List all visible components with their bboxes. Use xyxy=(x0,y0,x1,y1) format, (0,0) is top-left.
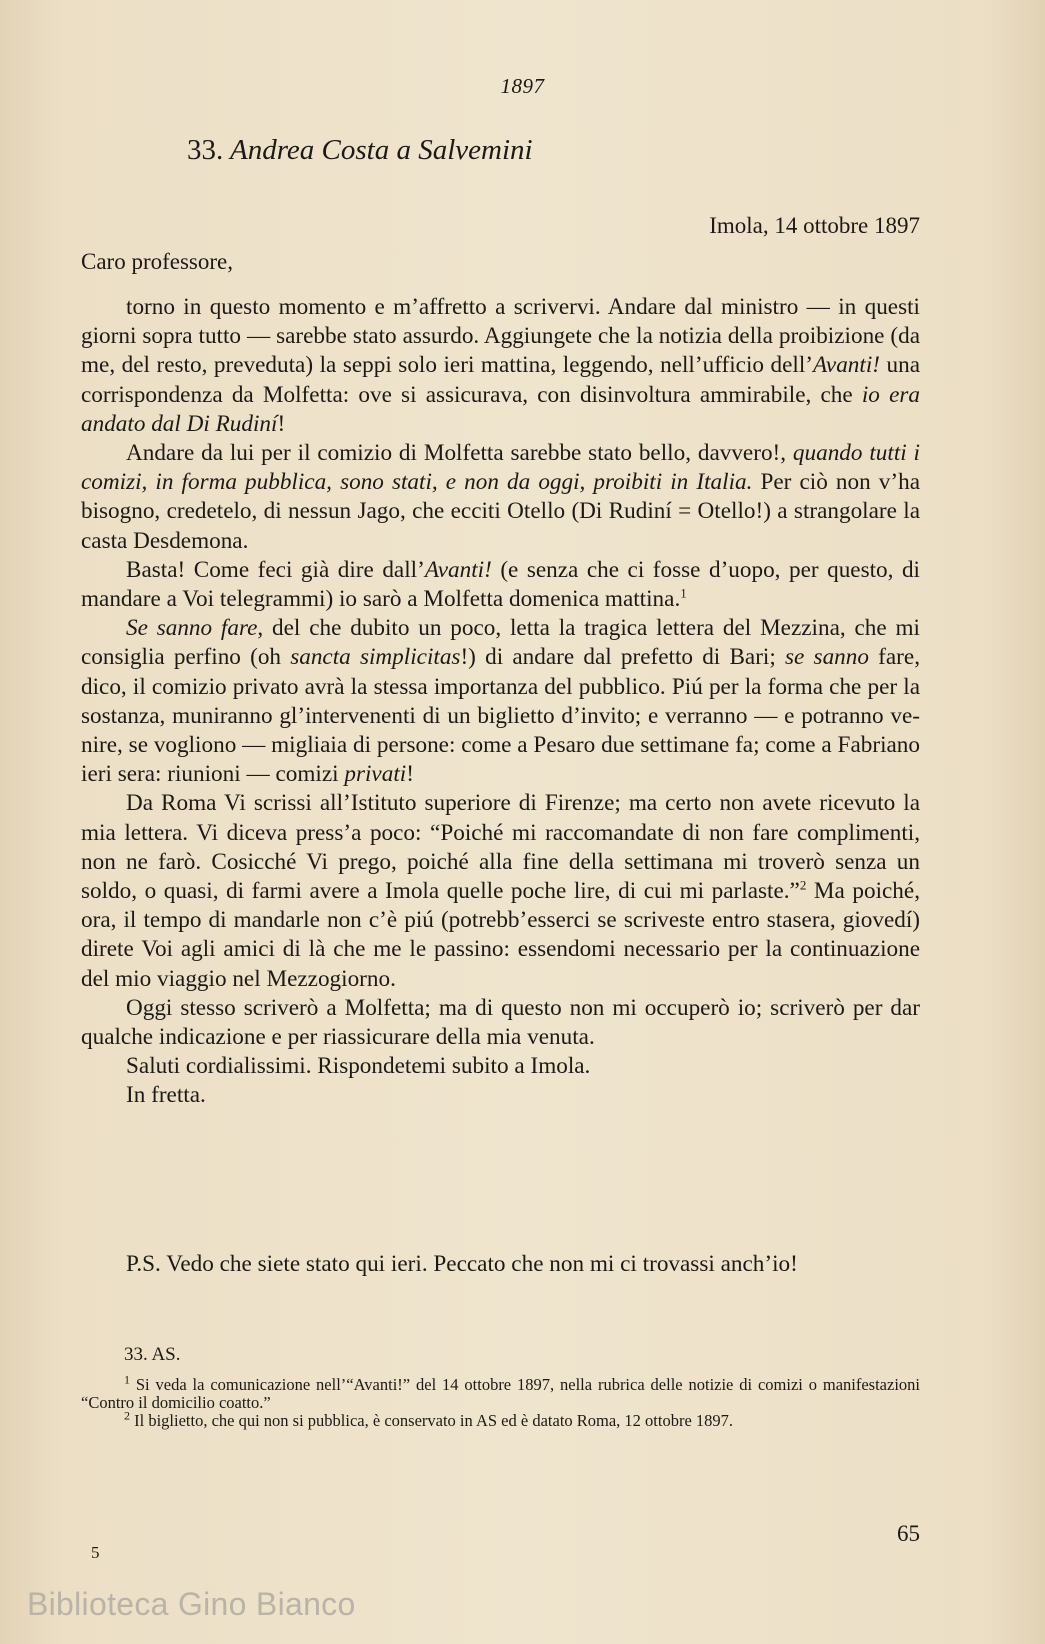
p3a-text: Basta! Come feci già dire dall’ xyxy=(126,556,425,583)
footnote-ref-2: 2 xyxy=(799,877,807,893)
salutation: Caro professore, xyxy=(81,249,234,274)
p4-italic-4: privati xyxy=(344,761,407,788)
p2-italic: quando tutti i comizi, in forma pubblica, sono stati, e non da oggi, proibiti in Italia. xyxy=(81,440,921,496)
footnote-2-text: Il biglietto, che qui non si pubblica, è conservato in AS ed è datato Roma, 12 ottobre 1897. xyxy=(134,1411,734,1430)
p5b-text: Ma poiché, ora, il tempo di mandarle non c’è piú (potrebb’esserci se scriveste entro stasera, giovedí) direte Voi agli amici di là che me le passino: essendomi necessario per la continuazione del mio viaggio nel Mezzogiorno. xyxy=(81,878,920,992)
p1-italic: io era andato dal Di Rudiní xyxy=(81,381,920,437)
page-number: 65 xyxy=(897,1521,920,1546)
library-watermark: Biblioteca Gino Bianco xyxy=(27,1586,356,1622)
p4d-text: ! xyxy=(406,761,414,788)
p2b-text: Per ciò non v’ha bisogno, credetelo, di nessun Jago, che ecciti Otello (Di Rudiní = Otello!) a strangolare la casta Desdemona. xyxy=(81,469,920,554)
p3-avanti: Avanti! xyxy=(424,556,492,583)
p4c-text: fare, dico, il comizio privato avrà la stessa importanza del pubblico. Piú per la forma che per la sostanza, muniranno gl’intervenenti di un biglietto d’invito; e verranno — e potranno venire, se vogliono — migliaia di persone: come a Pesaro due settimane fa; come a Fabriano ieri sera: riunioni — comizi xyxy=(81,644,920,788)
footnote-2-mark: 2 xyxy=(124,1408,130,1423)
paragraph-6: Oggi stesso scriverò a Molfetta; ma di questo non mi occuperò io; scriverò per dar qualche indicazione e per riassicurare della mia venuta. xyxy=(81,994,920,1051)
footnote-1-mark: 1 xyxy=(124,1372,130,1387)
footnote-1 xyxy=(81,1372,920,1412)
paragraph-3 xyxy=(81,556,920,614)
p4a-text: , del che dubito un poco, letta la tragica lettera del Mezzina, che mi consiglia perfino (oh xyxy=(81,615,920,671)
p4-italic-3: se sanno xyxy=(785,644,869,671)
footnote-2 xyxy=(81,1408,920,1430)
p1c-text: ! xyxy=(277,410,286,437)
paragraph-1 xyxy=(81,293,920,439)
paragraph-5 xyxy=(81,789,920,993)
p5a-text: Da Roma Vi scrissi all’Istituto superiore di Firenze; ma certo non avete ricevuto la mia lettera. Vi diceva press’a poco: “Poiché mi raccomandate di non fare complimenti, non ne farò. Cosicché Vi prego, poiché alla fine della settimana mi troverò senza un soldo, o quasi, di farmi avere a Imola quelle poche lire, di cui mi parlaste.” xyxy=(81,790,920,905)
paragraph-7: Saluti cordialissimi. Rispondetemi subito a Imola. xyxy=(126,1053,591,1080)
footnote-ref-1: 1 xyxy=(680,585,687,601)
paragraph-8: In fretta. xyxy=(126,1082,206,1109)
p3b-text: (e senza che ci fosse d’uopo, per questo, di mandare a Voi telegrammi) io sarò a Molfetta domenica mattina. xyxy=(81,556,920,613)
letter-title xyxy=(187,134,533,167)
letter-number: 33. xyxy=(187,134,224,166)
letter-title-text: Andrea Costa a Salvemini xyxy=(229,134,533,166)
footnote-1-text: Si veda la comunicazione nell’“Avanti!” del 14 ottobre 1897, nella rubrica delle notizie di comizi o manifestazioni “Contro il domicilio coatto.” xyxy=(81,1375,920,1412)
running-head: 1897 xyxy=(500,74,545,98)
p4-italic-2: sancta simplicitas xyxy=(290,644,461,671)
notes-label: 33. AS. xyxy=(124,1344,181,1365)
paragraph-2 xyxy=(81,439,920,556)
footnotes xyxy=(81,1344,920,1430)
letter-body xyxy=(81,293,920,1111)
p1-text: torno in questo momento e m’affretto a scrivervi. Andare dal ministro — in questi giorni sopra tutto — sarebbe stato assurdo. Aggiungete che la notizia della proibizione (da me, del resto, preveduta) la seppi solo ieri mattina, leggendo, nell’ufficio dell’ xyxy=(81,294,920,379)
postscript: P.S. Vedo che siete stato qui ieri. Peccato che non mi ci trovassi anch’io! xyxy=(126,1251,798,1277)
p1b-text: una corrispondenza da Molfetta: ove si assicurava, con disinvoltura ammirabile, che xyxy=(81,352,921,408)
p2a-text: Andare da lui per il comizio di Molfetta sarebbe stato bello, davvero!, xyxy=(126,440,793,467)
p4b-text: !) di andare dal prefetto di Bari; xyxy=(460,644,786,671)
place-date: Imola, 14 ottobre 1897 xyxy=(709,213,920,238)
p4-italic-1: Se sanno fare xyxy=(126,615,258,642)
paragraph-4 xyxy=(81,614,920,789)
p1-avanti: Avanti! xyxy=(813,352,880,379)
signature-mark: 5 xyxy=(91,1543,100,1562)
